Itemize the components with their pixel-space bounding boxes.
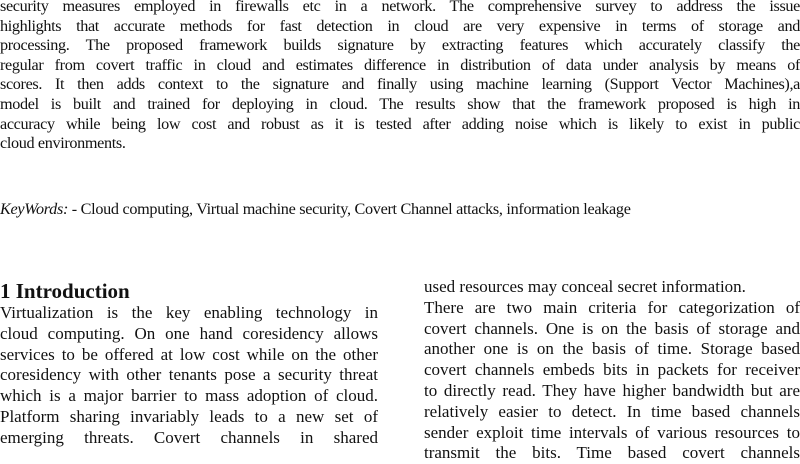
text-line: cloud environments. [0,134,126,153]
text-line: covert channels embeds bits in packets for receiver [424,360,800,380]
text-line: which is a major barrier to mass adoption of cloud. [0,386,378,406]
text-line: processing. The proposed framework builds signature by extracting features which accurately classify the [0,36,800,55]
text-line: another one is on the basis of time. Storage based [424,339,800,359]
text-line: There are two main criteria for categorization of [424,297,800,317]
text-line: covert channels. One is on the basis of storage and [424,318,800,338]
text-line: cloud computing. On one hand coresidency allows [0,323,378,343]
text-line: Platform sharing invariably leads to a new set of [0,407,378,426]
text-line: regular from covert traffic in cloud and estimates difference in distribution of data under analysis by means of [0,55,800,74]
section-heading: 1 Introduction [0,279,130,303]
text-line: to directly read. They have higher bandwidth but are [424,381,800,400]
text-line: highlights that accurate methods for fast detection in cloud are very expensive in terms of storage and [0,16,800,35]
text-line: coresidency with other tenants pose a security threat [0,365,378,385]
keywords-label: KeyWords: [0,200,69,218]
text-line: used resources may conceal secret information. [424,277,746,296]
keywords [0,199,631,219]
text-line: relatively easier to detect. In time based channels [424,401,800,421]
text-line: scores. It then adds context to the signature and finally using machine learning (Support Vector Machines),a [0,75,800,94]
text-line: emerging threats. Covert channels in shared [0,427,378,447]
text-line: accuracy while being low cost and robust as it is tested after adding noise which is likely to exist in public [0,114,800,133]
text-line: services to be offered at low cost while on the other [0,344,378,364]
text-line: transmit the bits. Time based covert channels [424,443,800,463]
keywords-text: - Cloud computing, Virtual machine security, Covert Channel attacks, information leakage [68,200,631,218]
text-line: Virtualization is the key enabling technology in [0,303,378,322]
text-line: model is built and trained for deploying in cloud. The results show that the framework proposed is high in [0,95,800,113]
text-line: security measures employed in firewalls etc in a network. The comprehensive survey to address the issue [0,0,800,15]
text-line: sender exploit time intervals of various resources to [424,422,800,442]
